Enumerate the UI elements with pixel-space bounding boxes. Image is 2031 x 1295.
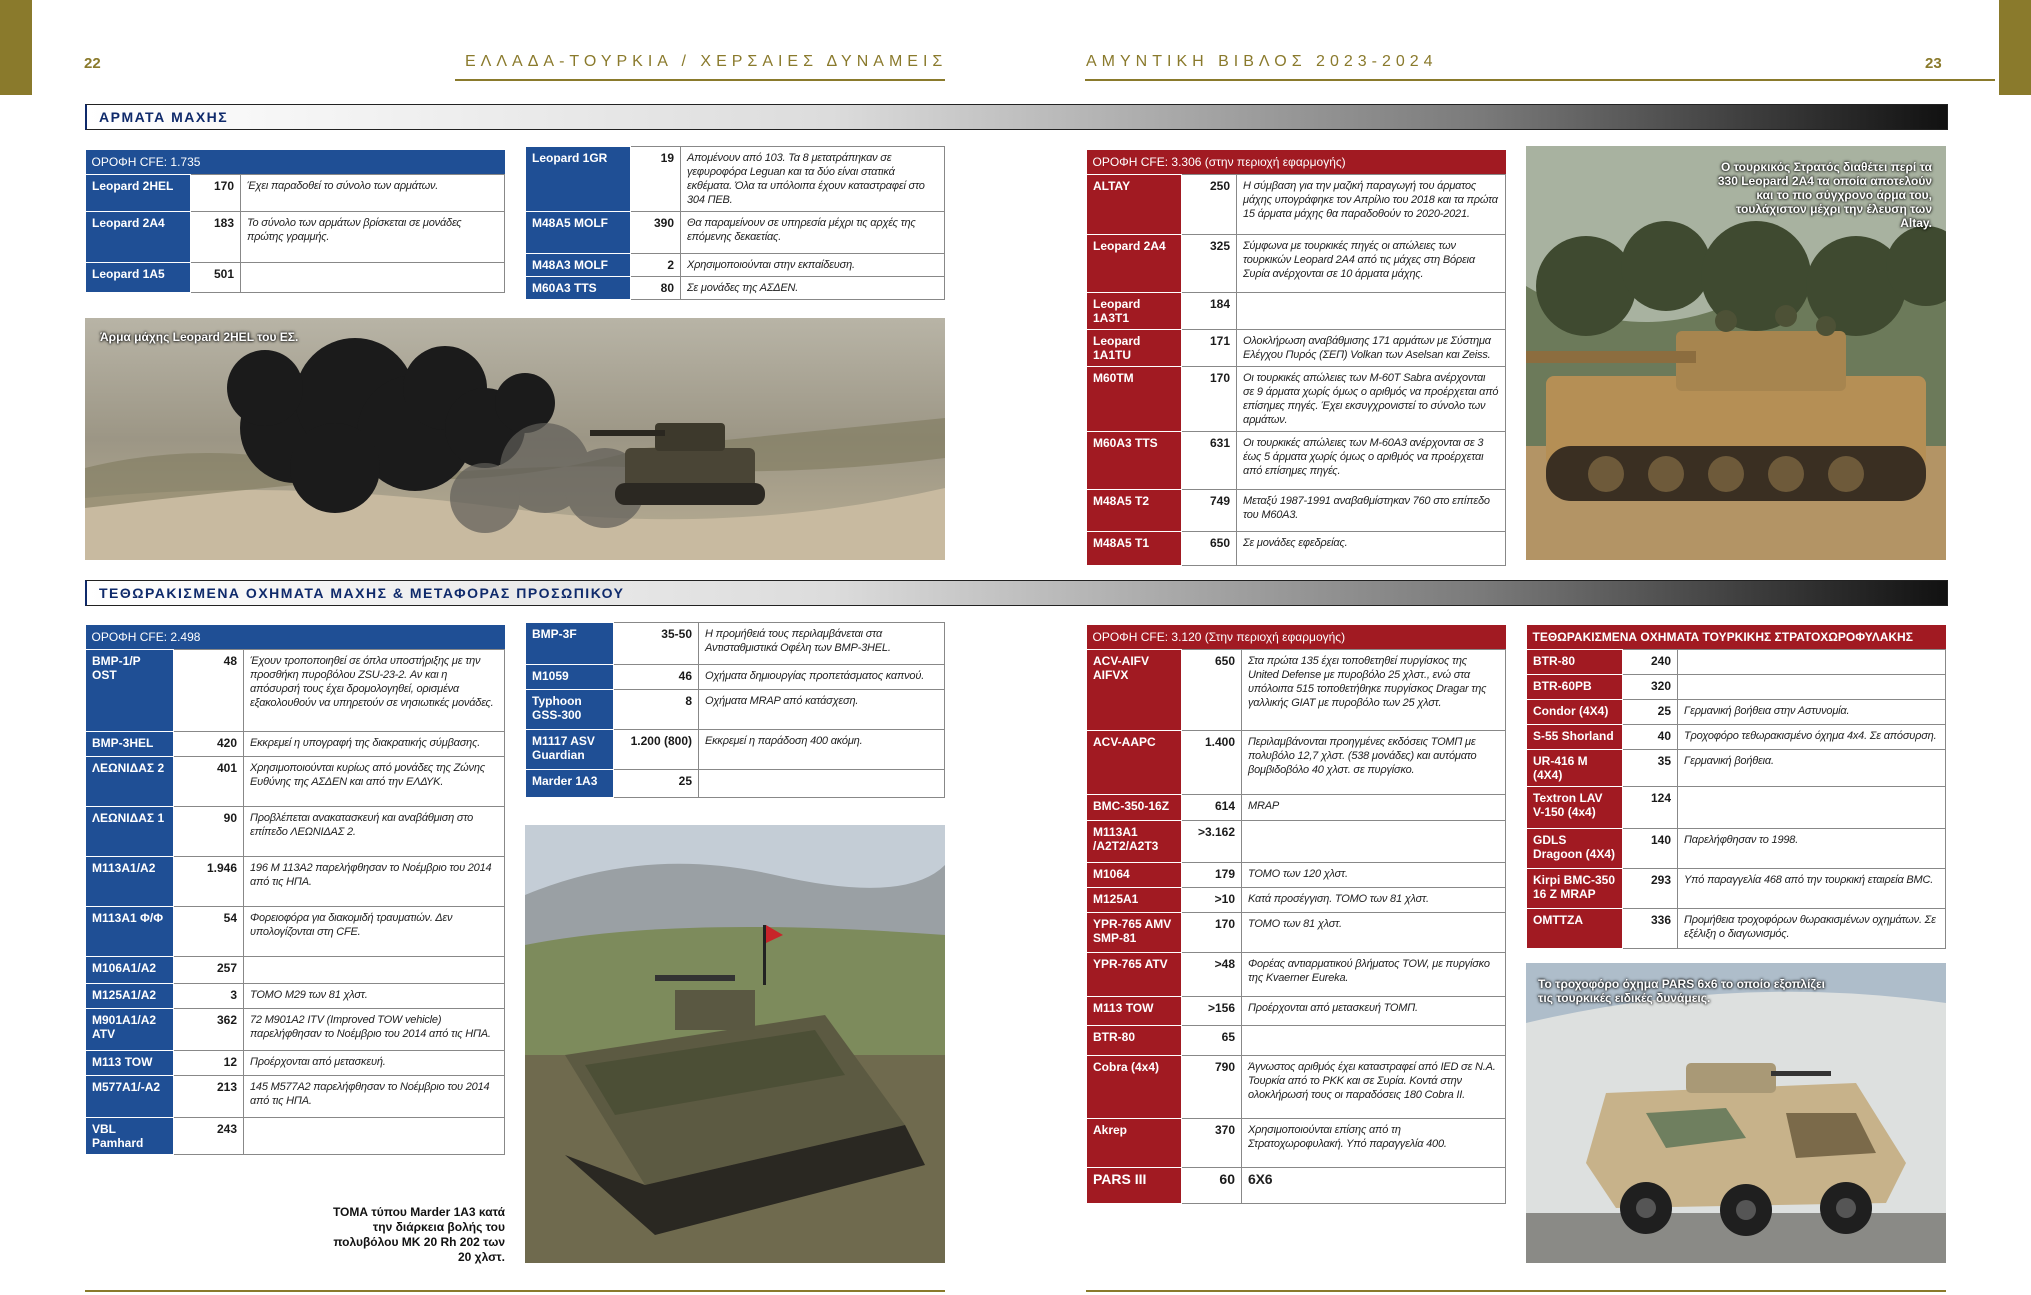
vehicle-qty: >3.162 <box>1182 821 1242 863</box>
vehicle-desc: Μεταξύ 1987-1991 αναβαθμίστηκαν 760 στο επίπεδο του M60A3. <box>1237 490 1506 532</box>
table-row <box>526 212 945 254</box>
vehicle-desc: Υπό παραγγελία 468 από την τουρκική εταιρεία BMC. <box>1678 869 1946 909</box>
vehicle-qty: 54 <box>174 907 244 957</box>
vehicle-name: M48A5 T1 <box>1087 532 1182 566</box>
table-row <box>1087 1026 1506 1056</box>
vehicle-qty: 362 <box>174 1009 244 1051</box>
vehicle-name: M1117 ASV Guardian <box>526 730 614 770</box>
table-header: ΟΡΟΦΗ CFE: 2.498 <box>86 625 505 650</box>
table-row <box>1087 888 1506 913</box>
vehicle-qty: 8 <box>614 690 699 730</box>
table-row <box>1087 821 1506 863</box>
table-row <box>526 690 945 730</box>
vehicle-desc <box>1242 1026 1506 1056</box>
vehicle-desc: Το σύνολο των αρμάτων βρίσκεται σε μονάδες πρώτης γραμμής. <box>241 212 505 263</box>
table-row <box>1087 650 1506 731</box>
gr-ifv-table-2 <box>525 622 945 798</box>
table-row <box>1527 787 1946 829</box>
vehicle-desc: Προέρχονται από μετασκευή ΤΟΜΠ. <box>1242 997 1506 1026</box>
vehicle-desc: Άγνωστος αριθμός έχει καταστραφεί από IED σε N.A. Τουρκία από το PKK και σε Συρία. Κοντά στην ολοκλήρωσή τους οι παραδόσεις 180 Cobra II. <box>1242 1056 1506 1119</box>
vehicle-desc: Τροχοφόρο τεθωρακισμένο όχημα 4x4. Σε απόσυρση. <box>1678 725 1946 750</box>
vehicle-qty: 40 <box>1623 725 1678 750</box>
vehicle-name: Leopard 1A5 <box>86 263 191 293</box>
vehicle-qty: 420 <box>174 732 244 757</box>
vehicle-qty: 250 <box>1182 175 1237 235</box>
table-row <box>1087 490 1506 532</box>
vehicle-name: M113A1/A2 <box>86 857 174 907</box>
table-row <box>86 1051 505 1076</box>
vehicle-qty: 501 <box>191 263 241 293</box>
tr-ifv-table <box>1086 625 1506 1204</box>
vehicle-desc <box>1237 293 1506 330</box>
vehicle-qty: 370 <box>1182 1119 1242 1168</box>
vehicle-name: Leopard 2HEL <box>86 175 191 212</box>
right-running-title: ΑΜΥΝΤΙΚΗ ΒΙΒΛΟΣ 2023-2024 <box>1086 53 1438 70</box>
photo-turkish-leopard <box>1526 146 1946 560</box>
table-row <box>1087 367 1506 432</box>
table-row <box>86 1118 505 1155</box>
vehicle-name: M113A1 /A2T2/A2T3 <box>1087 821 1182 863</box>
vehicle-qty: 12 <box>174 1051 244 1076</box>
vehicle-name: Leopard 2A4 <box>86 212 191 263</box>
vehicle-name: M60A3 TTS <box>1087 432 1182 490</box>
vehicle-desc: Ολοκλήρωση αναβάθμισης 171 αρμάτων με Σύστημα Ελέγχου Πυρός (ΣΕΠ) Volkan των Aselsan και Zeiss. <box>1237 330 1506 367</box>
vehicle-qty: 790 <box>1182 1056 1242 1119</box>
photo-leopard-2hel <box>85 318 945 560</box>
vehicle-name: Cobra (4x4) <box>1087 1056 1182 1119</box>
table-row <box>1087 913 1506 953</box>
vehicle-name: ACV-AIFV AIFVX <box>1087 650 1182 731</box>
vehicle-qty: 184 <box>1182 293 1237 330</box>
vehicle-name: M113A1 Φ/Φ <box>86 907 174 957</box>
vehicle-name: M125A1/A2 <box>86 984 174 1009</box>
vehicle-name: Leopard 2A4 <box>1087 235 1182 293</box>
section-title-ifv: ΤΕΘΩΡΑΚΙΣΜΕΝΑ ΟΧΗΜΑΤΑ ΜΑΧΗΣ & ΜΕΤΑΦΟΡΑΣ ΠΡΟΣΩΠΙΚΟΥ <box>99 585 625 601</box>
left-header-rule <box>455 79 945 81</box>
table-row <box>86 984 505 1009</box>
vehicle-qty: 1.200 (800) <box>614 730 699 770</box>
vehicle-desc: 196 M 113A2 παρελήφθησαν το Νοέμβριο του 2014 από τις ΗΠΑ. <box>244 857 505 907</box>
tr-tanks-table <box>1086 150 1506 566</box>
vehicle-desc: Χρησιμοποιούνται κυρίως από μονάδες της Ζώνης Ευθύνης της ΑΣΔΕΝ και από την ΕΛΔΥΚ. <box>244 757 505 807</box>
table-row <box>1087 1056 1506 1119</box>
vehicle-qty: 257 <box>174 957 244 984</box>
vehicle-name: BMP-3HEL <box>86 732 174 757</box>
vehicle-name: ALTAY <box>1087 175 1182 235</box>
vehicle-name: ACV-AAPC <box>1087 731 1182 795</box>
table-row <box>86 212 505 263</box>
vehicle-desc: Η σύμβαση για την μαζική παραγωγή του άρματος μάχης υπογράφηκε τον Απρίλιο του 2018 και τα πρώτα 15 άρματα μάχης θα παραδοθούν το 2020-2021. <box>1237 175 1506 235</box>
caption-pars: Το τροχοφόρο όχημα PARS 6x6 το οποίο εξοπλίζει τις τουρκικές ειδικές δυνάμεις. <box>1538 977 1825 1005</box>
vehicle-name: Textron LAV V-150 (4x4) <box>1527 787 1623 829</box>
vehicle-name: Condor (4X4) <box>1527 700 1623 725</box>
table-row <box>1087 1119 1506 1168</box>
table-row <box>1087 863 1506 888</box>
table-row <box>526 730 945 770</box>
vehicle-name: Akrep <box>1087 1119 1182 1168</box>
vehicle-name: M113 TOW <box>1087 997 1182 1026</box>
vehicle-qty: 25 <box>614 770 699 798</box>
vehicle-desc: Φορέας αντιαρματικού βλήματος TOW, με πυργίσκο της Kvaerner Eureka. <box>1242 953 1506 997</box>
vehicle-desc: Σε μονάδες της ΑΣΔΕΝ. <box>681 277 945 300</box>
vehicle-name: M48A5 T2 <box>1087 490 1182 532</box>
table-row <box>1087 731 1506 795</box>
table-row <box>1087 795 1506 821</box>
vehicle-name: M901A1/A2 ATV <box>86 1009 174 1051</box>
table-row <box>1527 675 1946 700</box>
vehicle-qty: 170 <box>191 175 241 212</box>
table-row <box>86 1009 505 1051</box>
table-row <box>1527 869 1946 909</box>
table-row <box>1087 953 1506 997</box>
table-row <box>526 665 945 690</box>
vehicle-qty: 293 <box>1623 869 1678 909</box>
vehicle-name: M106A1/A2 <box>86 957 174 984</box>
vehicle-desc: Σύμφωνα με τουρκικές πηγές οι απώλειες των τουρκικών Leopard 2A4 από τις μάχες στη Βόρεια Συρία ανέρχονται σε 10 άρματα μάχης. <box>1237 235 1506 293</box>
table-header: ΟΡΟΦΗ CFE: 3.120 (Στην περιοχή εφαρμογής) <box>1087 625 1506 650</box>
vehicle-qty: 213 <box>174 1076 244 1118</box>
vehicle-name: YPR-765 AMV SMP-81 <box>1087 913 1182 953</box>
right-gold-tab <box>1999 0 2031 95</box>
table-row <box>526 277 945 300</box>
vehicle-desc <box>1678 650 1946 675</box>
vehicle-name: Leopard 1A1TU <box>1087 330 1182 367</box>
vehicle-name: UR-416 M (4X4) <box>1527 750 1623 787</box>
vehicle-desc: Θα παραμείνουν σε υπηρεσία μέχρι τις αρχές της επόμενης δεκαετίας. <box>681 212 945 254</box>
vehicle-name: M60A3 TTS <box>526 277 631 300</box>
vehicle-name: Kirpi BMC-350 16 Z MRAP <box>1527 869 1623 909</box>
right-footer-rule <box>1086 1290 1946 1292</box>
vehicle-qty: 320 <box>1623 675 1678 700</box>
vehicle-desc: Οι τουρκικές απώλειες των M-60T Sabra ανέρχονται σε 9 άρματα χωρίς όμως ο αριθμός να προέρχεται από επίσημες πηγές. Έχει εκσυγχρονιστεί το σύνολο των αρμάτων. <box>1237 367 1506 432</box>
vehicle-desc: Κατά προσέγγιση. ΤΟΜΟ των 81 χλστ. <box>1242 888 1506 913</box>
vehicle-desc: MRAP <box>1242 795 1506 821</box>
vehicle-desc: Έχουν τροποποιηθεί σε όπλα υποστήριξης με την προσθήκη πυροβόλου ZSU-23-2. Αν και η απόσυρσή τους έχει δρομολογηθεί, ορισμένα εξακολουθούν να υπηρετούν σε νησιωτικές μονάδες. <box>244 650 505 732</box>
table-row <box>86 907 505 957</box>
vehicle-desc: Η προμήθειά τους περιλαμβάνεται στα Αντισταθμιστικά Οφέλη των BMP-3HEL. <box>699 623 945 665</box>
table-row <box>1527 829 1946 869</box>
vehicle-name: S-55 Shorland <box>1527 725 1623 750</box>
vehicle-name: VBL Pamhard <box>86 1118 174 1155</box>
right-header-rule <box>1085 79 1995 81</box>
caption-leopard: Άρμα μάχης Leopard 2HEL του ΕΣ. <box>100 330 299 344</box>
vehicle-desc: Στα πρώτα 135 έχει τοποθετηθεί πυργίσκος της United Defense με πυροβόλο 25 χλστ., ενώ στα υπόλοιπα 515 τοποθετήθηκε πυργίσκος Dragar της γαλλικής GIAT με πυροβόλο των 25 χλστ. <box>1242 650 1506 731</box>
vehicle-desc <box>1678 787 1946 829</box>
vehicle-desc: Παρελήφθησαν το 1998. <box>1678 829 1946 869</box>
vehicle-name: M125A1 <box>1087 888 1182 913</box>
vehicle-desc: Περιλαμβάνονται προηγμένες εκδόσεις ΤΟΜΠ με πολυβόλο 12,7 χλστ. (538 μονάδες) και αυτόματο βομβιδοβόλο 40 χλστ. σε πυργίσκο. <box>1242 731 1506 795</box>
table-row <box>1527 700 1946 725</box>
table-row <box>86 957 505 984</box>
vehicle-desc: Εκκρεμεί η υπογραφή της διακρατικής σύμβασης. <box>244 732 505 757</box>
vehicle-name: Leopard 1A3T1 <box>1087 293 1182 330</box>
table-row <box>86 732 505 757</box>
caption-marder: ΤΟΜΑ τύπου Marder 1A3 κατά την διάρκεια βολής του πολυβόλου MK 20 Rh 202 των 20 χλστ. <box>332 1205 505 1264</box>
vehicle-name: M577A1/-A2 <box>86 1076 174 1118</box>
vehicle-qty: 243 <box>174 1118 244 1155</box>
vehicle-qty: 90 <box>174 807 244 857</box>
vehicle-name: BTR-60PB <box>1527 675 1623 700</box>
vehicle-qty: 80 <box>631 277 681 300</box>
vehicle-desc: Έχει παραδοθεί το σύνολο των αρμάτων. <box>241 175 505 212</box>
vehicle-name: ΛΕΩΝΙΔΑΣ 2 <box>86 757 174 807</box>
vehicle-desc: Οχήματα MRAP από κατάσχεση. <box>699 690 945 730</box>
vehicle-qty: 48 <box>174 650 244 732</box>
vehicle-qty: 1.400 <box>1182 731 1242 795</box>
right-page-number: 23 <box>1925 55 1942 72</box>
table-row <box>1527 909 1946 949</box>
table-row <box>86 757 505 807</box>
table-row <box>526 254 945 277</box>
table-row <box>1087 293 1506 330</box>
vehicle-desc: Εκκρεμεί η παράδοση 400 ακόμη. <box>699 730 945 770</box>
table-row <box>1087 175 1506 235</box>
vehicle-qty: >10 <box>1182 888 1242 913</box>
gr-ifv-table-1 <box>85 625 505 1155</box>
table-row <box>1087 330 1506 367</box>
vehicle-qty: 390 <box>631 212 681 254</box>
left-gold-tab <box>0 0 32 95</box>
section-bar-tanks <box>85 104 1948 130</box>
vehicle-qty: 650 <box>1182 650 1242 731</box>
table-row <box>526 623 945 665</box>
vehicle-name: BTR-80 <box>1087 1026 1182 1056</box>
vehicle-desc: ΤΟΜΟ των 81 χλστ. <box>1242 913 1506 953</box>
vehicle-desc <box>241 263 505 293</box>
vehicle-qty: 1.946 <box>174 857 244 907</box>
vehicle-desc: Γερμανική βοήθεια στην Αστυνομία. <box>1678 700 1946 725</box>
vehicle-qty: 2 <box>631 254 681 277</box>
vehicle-qty: 325 <box>1182 235 1237 293</box>
vehicle-qty: 401 <box>174 757 244 807</box>
vehicle-desc <box>244 957 505 984</box>
vehicle-qty: 179 <box>1182 863 1242 888</box>
vehicle-desc: Απομένουν από 103. Τα 8 μετατράπηκαν σε γεφυροφόρα Leguan και τα δύο είναι στατικά εκθέματα. Όλα τα υπόλοιπα έχουν καταστραφεί στο 304 ΠΕΒ. <box>681 147 945 212</box>
vehicle-desc <box>699 770 945 798</box>
table-header: ΤΕΘΩΡΑΚΙΣΜΕΝΑ ΟΧΗΜΑΤΑ ΤΟΥΡΚΙΚΗΣ ΣΤΡΑΤΟΧΩΡΟΦΥΛΑΚΗΣ <box>1527 625 1946 650</box>
vehicle-name: ΛΕΩΝΙΔΑΣ 1 <box>86 807 174 857</box>
vehicle-qty: 170 <box>1182 367 1237 432</box>
vehicle-desc: Σε μονάδες εφεδρείας. <box>1237 532 1506 566</box>
section-title-tanks: ΑΡΜΑΤΑ ΜΑΧΗΣ <box>99 109 229 125</box>
vehicle-qty: 336 <box>1623 909 1678 949</box>
vehicle-qty: 35 <box>1623 750 1678 787</box>
gr-tanks-table-2 <box>525 146 945 300</box>
photo-pars-6x6 <box>1526 963 1946 1263</box>
table-row <box>1087 235 1506 293</box>
table-row <box>1087 532 1506 566</box>
vehicle-desc <box>244 1118 505 1155</box>
vehicle-qty: 60 <box>1182 1168 1242 1204</box>
vehicle-name: M48A5 MOLF <box>526 212 631 254</box>
table-row <box>1527 750 1946 787</box>
vehicle-qty: 614 <box>1182 795 1242 821</box>
left-running-title: ΕΛΛΑΔΑ-ΤΟΥΡΚΙΑ / ΧΕΡΣΑΙΕΣ ΔΥΝΑΜΕΙΣ <box>465 53 948 70</box>
table-header: ΟΡΟΦΗ CFE: 1.735 <box>86 150 505 175</box>
vehicle-desc: 6X6 <box>1242 1168 1506 1204</box>
table-row <box>86 857 505 907</box>
vehicle-name: GDLS Dragoon (4X4) <box>1527 829 1623 869</box>
vehicle-qty: 35-50 <box>614 623 699 665</box>
table-row <box>526 147 945 212</box>
table-row <box>86 175 505 212</box>
vehicle-name: M48A3 MOLF <box>526 254 631 277</box>
table-row <box>86 263 505 293</box>
table-row <box>1087 997 1506 1026</box>
vehicle-qty: 631 <box>1182 432 1237 490</box>
section-bar-ifv <box>85 580 1948 606</box>
table-row <box>1087 1168 1506 1204</box>
vehicle-name: M60TM <box>1087 367 1182 432</box>
table-row <box>1087 432 1506 490</box>
table-row <box>86 807 505 857</box>
tr-gendarmerie-table <box>1526 625 1946 949</box>
vehicle-desc: Φορειοφόρα για διακομιδή τραυματιών. Δεν υπολογίζονται στη CFE. <box>244 907 505 957</box>
table-row <box>1527 725 1946 750</box>
vehicle-qty: 240 <box>1623 650 1678 675</box>
vehicle-desc: Χρησιμοποιούνται στην εκπαίδευση. <box>681 254 945 277</box>
vehicle-name: OMTTZA <box>1527 909 1623 949</box>
vehicle-name: BMC-350-16Z <box>1087 795 1182 821</box>
vehicle-desc <box>1678 675 1946 700</box>
vehicle-name: Leopard 1GR <box>526 147 631 212</box>
table-row <box>526 770 945 798</box>
vehicle-qty: >48 <box>1182 953 1242 997</box>
vehicle-qty: 25 <box>1623 700 1678 725</box>
vehicle-qty: 650 <box>1182 532 1237 566</box>
vehicle-name: YPR-765 ATV <box>1087 953 1182 997</box>
vehicle-qty: 749 <box>1182 490 1237 532</box>
vehicle-desc <box>1242 821 1506 863</box>
left-footer-rule <box>85 1290 945 1292</box>
table-row <box>86 1076 505 1118</box>
vehicle-desc: Χρησιμοποιούνται επίσης από τη Στρατοχωροφυλακή. Υπό παραγγελία 400. <box>1242 1119 1506 1168</box>
vehicle-qty: >156 <box>1182 997 1242 1026</box>
vehicle-name: BMP-3F <box>526 623 614 665</box>
vehicle-desc: Προβλέπεται ανακατασκευή και αναβάθμιση στο επίπεδο ΛΕΩΝΙΔΑΣ 2. <box>244 807 505 857</box>
vehicle-desc: Προέρχονται από μετασκευή. <box>244 1051 505 1076</box>
table-header: ΟΡΟΦΗ CFE: 3.306 (στην περιοχή εφαρμογής) <box>1087 150 1506 175</box>
vehicle-qty: 65 <box>1182 1026 1242 1056</box>
gr-tanks-table-1 <box>85 150 505 293</box>
vehicle-qty: 3 <box>174 984 244 1009</box>
caption-turkish-tank: Ο τουρκικός Στρατός διαθέτει περί τα 330 Leopard 2A4 τα οποία αποτελούν και το πιο σύγχρονο άρμα του, τουλάχιστον μέχρι την έλευση των Altay. <box>1717 160 1932 230</box>
table-row <box>1527 650 1946 675</box>
vehicle-qty: 171 <box>1182 330 1237 367</box>
vehicle-desc: ΤΟΜΟ των 120 χλστ. <box>1242 863 1506 888</box>
vehicle-name: BTR-80 <box>1527 650 1623 675</box>
vehicle-qty: 183 <box>191 212 241 263</box>
vehicle-desc: Οι τουρκικές απώλειες των M-60A3 ανέρχονται σε 3 έως 5 άρματα χωρίς όμως ο αριθμός να προέρχεται από επίσημες πηγές. <box>1237 432 1506 490</box>
vehicle-qty: 140 <box>1623 829 1678 869</box>
vehicle-qty: 170 <box>1182 913 1242 953</box>
vehicle-name: M113 TOW <box>86 1051 174 1076</box>
vehicle-desc: Προμήθεια τροχοφόρων θωρακισμένων οχημάτων. Σε εξέλιξη ο διαγωνισμός. <box>1678 909 1946 949</box>
vehicle-name: BMP-1/P OST <box>86 650 174 732</box>
vehicle-name: Typhoon GSS-300 <box>526 690 614 730</box>
left-page-number: 22 <box>84 55 101 72</box>
vehicle-name: Marder 1A3 <box>526 770 614 798</box>
vehicle-desc: Οχήματα δημιουργίας προπετάσματος καπνού. <box>699 665 945 690</box>
vehicle-name: M1059 <box>526 665 614 690</box>
vehicle-desc: ΤΟΜΟ M29 των 81 χλστ. <box>244 984 505 1009</box>
vehicle-desc: Γερμανική βοήθεια. <box>1678 750 1946 787</box>
vehicle-name: PARS III <box>1087 1168 1182 1204</box>
vehicle-desc: 72 M901A2 ITV (Improved TOW vehicle) παρελήφθησαν το Νοέμβριο του 2014 από τις ΗΠΑ. <box>244 1009 505 1051</box>
photo-marder-1a3 <box>525 825 945 1263</box>
vehicle-qty: 19 <box>631 147 681 212</box>
vehicle-qty: 46 <box>614 665 699 690</box>
vehicle-name: M1064 <box>1087 863 1182 888</box>
vehicle-desc: 145 M577A2 παρελήφθησαν το Νοέμβριο του 2014 από τις ΗΠΑ. <box>244 1076 505 1118</box>
table-row <box>86 650 505 732</box>
vehicle-qty: 124 <box>1623 787 1678 829</box>
